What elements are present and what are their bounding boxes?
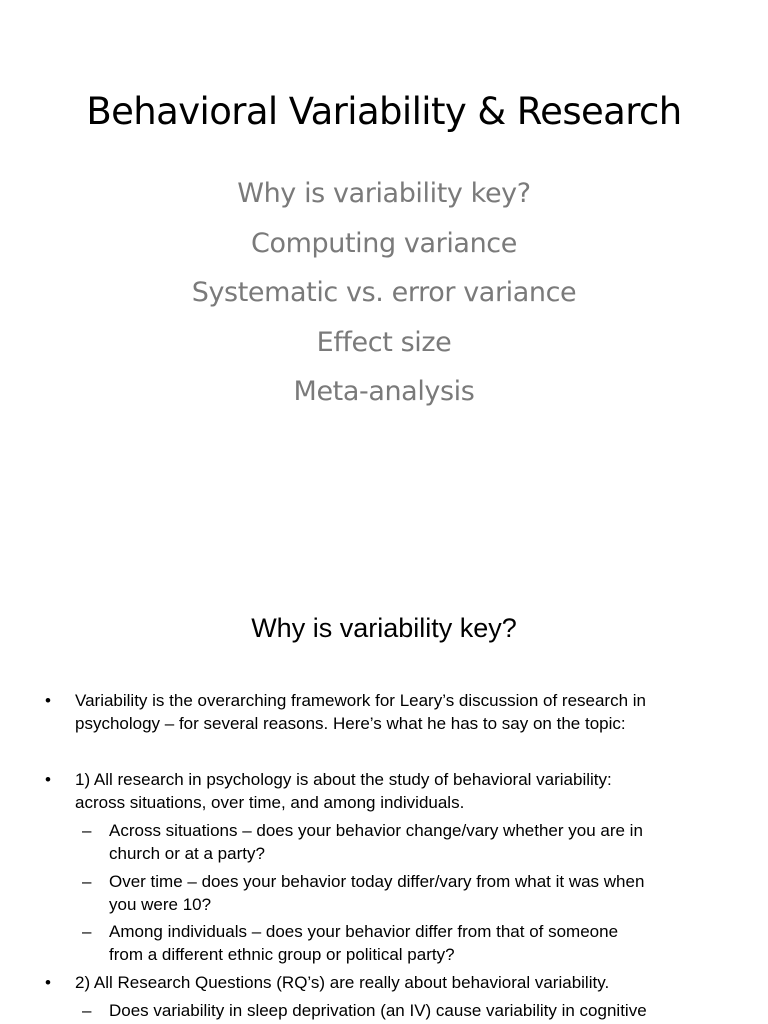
section-title: Why is variability key? [251,613,517,643]
topic-item: Effect size [316,326,452,358]
sub-bullet-line: from a different ethnic group or political party? [109,945,455,964]
topic-item: Meta-analysis [293,376,475,407]
sub-bullet-line: Across situations – does your behavior change/vary whether you are in [109,821,643,840]
bullet-line: 1) All research in psychology is about the study of behavioral variability: [75,770,612,789]
sub-bullet-line: church or at a party? [109,844,265,863]
bullet-line: Variability is the overarching framework for Leary’s discussion of research in [75,691,647,710]
bullet-line: psychology – for several reasons. Here’s what he has to say on the topic: [75,714,626,733]
sub-bullet-line: Over time – does your behavior today differ/vary from what it was when [109,872,645,891]
dash-marker: – [82,872,92,891]
sub-bullet-line: you were 10? [109,895,212,914]
topic-item: Why is variability key? [237,178,531,209]
sub-bullet-line: Among individuals – does your behavior differ from that of someone [109,922,619,941]
dash-marker: – [82,1001,92,1020]
bullet-line: 2) All Research Questions (RQ’s) are really about behavioral variability. [75,973,610,992]
topic-item: Systematic vs. error variance [191,277,577,308]
dash-marker: – [82,821,92,840]
sub-bullet-line: Does variability in sleep deprivation (an IV) cause variability in cognitive [109,1001,647,1020]
topic-item: Computing variance [251,227,517,259]
bullet-line: across situations, over time, and among individuals. [75,793,465,812]
bullet-marker: • [45,770,51,789]
bullet-marker: • [45,973,51,992]
topic-list [0,169,768,417]
dash-marker: – [82,922,92,941]
slide-title: Behavioral Variability & Research [86,90,682,133]
bullet-marker: • [45,691,51,710]
